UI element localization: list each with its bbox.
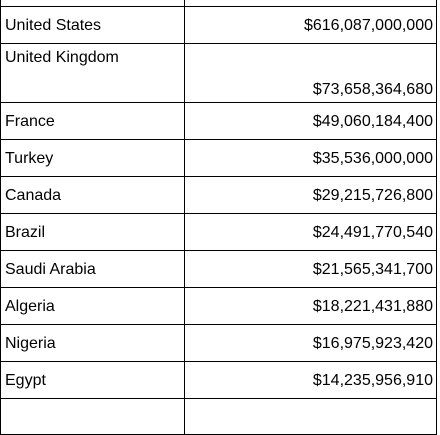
table-row [1, 288, 437, 325]
value-cell [185, 399, 437, 435]
country-cell: France [1, 103, 185, 140]
country-cell: Canada [1, 177, 185, 214]
country-cell: Egypt [1, 362, 185, 399]
table-row [1, 140, 437, 177]
country-cell: Nigeria [1, 325, 185, 362]
value-cell: $21,565,341,700 [185, 251, 437, 288]
country-cell [1, 399, 185, 435]
table-row [1, 7, 437, 44]
value-cell: $24,491,770,540 [185, 214, 437, 251]
table-row [1, 362, 437, 399]
table-row [1, 177, 437, 214]
value-cell: $18,221,431,880 [185, 288, 437, 325]
country-cell: Turkey [1, 140, 185, 177]
table-row [1, 325, 437, 362]
table-row-empty [1, 399, 437, 435]
value-cell: $73,658,364,680 [185, 44, 437, 103]
country-cell: Saudi Arabia [1, 251, 185, 288]
value-cell: $16,975,923,420 [185, 325, 437, 362]
country-cell: Brazil [1, 214, 185, 251]
value-cell: $14,235,956,910 [185, 362, 437, 399]
value-cell: $616,087,000,000 [185, 7, 437, 44]
country-cell: Algeria [1, 288, 185, 325]
value-cell: $29,215,726,800 [185, 177, 437, 214]
table-row [1, 214, 437, 251]
value-cell: $49,060,184,400 [185, 103, 437, 140]
country-cell: United States [1, 7, 185, 44]
value-cell: $35,536,000,000 [185, 140, 437, 177]
table-row [1, 251, 437, 288]
country-cell: United Kingdom [1, 44, 185, 103]
table-row [1, 103, 437, 140]
table-row [1, 44, 437, 103]
